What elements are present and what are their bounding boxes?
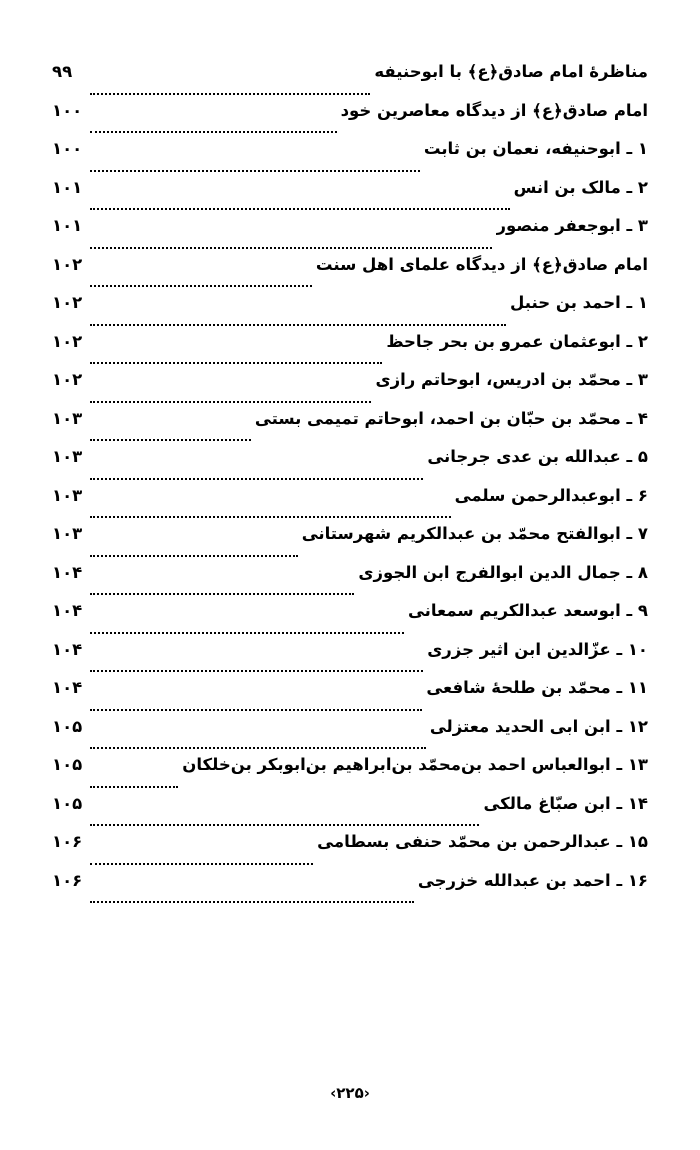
toc-entry[interactable] (52, 717, 648, 756)
dot-leader (90, 477, 423, 480)
toc-entry[interactable] (52, 832, 648, 871)
dot-leader (90, 900, 414, 903)
toc-entry[interactable] (52, 871, 648, 910)
toc-entry[interactable] (52, 101, 648, 140)
dot-leader (90, 669, 423, 672)
toc-entry-page-number: ۱۰۶ (52, 870, 83, 890)
toc-entry-page-number: ۱۰۳ (52, 485, 83, 505)
toc-entry-title: ۵ ـ عبدالله بن عدی جرجانی (427, 447, 648, 466)
toc-entry-title: ۷ ـ ابوالفتح محمّد بن عبدالکریم شهرستانی (301, 524, 648, 543)
toc-entry-page-number: ۱۰۴ (52, 678, 83, 697)
toc-entry-page-number: ۱۰۱ (52, 216, 83, 235)
toc-entry-page-number: ۱۰۵ (52, 793, 83, 813)
toc-entry-page-number: ۱۰۲ (52, 331, 83, 351)
dot-leader (90, 92, 370, 95)
toc-entry[interactable] (52, 486, 648, 525)
toc-entry-page-number: ۱۰۴ (52, 562, 83, 582)
dot-leader (90, 207, 510, 210)
dot-leader (90, 246, 492, 249)
dot-leader (90, 438, 251, 441)
dot-leader (90, 554, 298, 557)
toc-entry-title: ۱۰ ـ عزّالدین ابن اثیر جزری (427, 639, 648, 659)
dot-leader (90, 746, 426, 749)
toc-entry-page-number: ۱۰۲ (52, 254, 83, 274)
toc-entry-title: ۲ ـ ابوعثمان عمرو بن بحر جاحظ (386, 331, 648, 351)
dot-leader (90, 130, 337, 133)
toc-entry-page-number: ۱۰۴ (52, 639, 83, 659)
toc-entry[interactable] (52, 293, 648, 332)
dot-leader (90, 631, 404, 634)
toc-entry-title: ۶ ـ ابوعبدالرحمن سلمی (454, 485, 648, 505)
dot-leader (90, 323, 506, 326)
toc-entry-title: امام صادق﴿ع﴾ از دیدگاه علمای اهل سنت (315, 254, 648, 274)
toc-entry[interactable] (52, 370, 648, 409)
toc-entry[interactable] (52, 794, 648, 833)
toc-entry[interactable] (52, 409, 648, 448)
toc-entry-title: ۱۶ ـ احمد بن عبدالله خزرجی (417, 870, 648, 890)
toc-entry-page-number: ۱۰۶ (52, 832, 83, 851)
toc-entry[interactable] (52, 332, 648, 371)
toc-entry-title: مناظرهٔ امام صادق﴿ع﴾ با ابوحنیفه (374, 62, 648, 81)
toc-entry-title: ۳ ـ محمّد بن ادریس، ابوحاتم رازی (375, 370, 648, 389)
toc-entry-page-number: ۱۰۰ (52, 139, 83, 158)
dot-leader (90, 708, 422, 711)
toc-entry-page-number: ۱۰۳ (52, 408, 83, 428)
toc-entry-title: ۱ ـ احمد بن حنبل (510, 293, 648, 312)
toc-entry-title: ۱۵ ـ عبدالرحمن بن محمّد حنفی بسطامی (317, 832, 648, 851)
page-number: ‹۲۲۵› (330, 1084, 370, 1102)
toc-entry[interactable] (52, 62, 648, 101)
toc-entry-title: ۱ ـ ابوحنیفه، نعمان بن ثابت (423, 139, 648, 158)
toc-entry-title: ۸ ـ جمال الدین ابوالفرج ابن الجوزی (358, 562, 648, 582)
toc-entry-title: ۱۴ ـ ابن صبّاغ مالکی (483, 793, 648, 813)
toc-entry-title: ۱۱ ـ محمّد بن طلحهٔ شافعی (426, 678, 648, 697)
toc-entry-page-number: ۱۰۲ (52, 370, 83, 389)
toc-entry[interactable] (52, 601, 648, 640)
dot-leader (90, 592, 354, 595)
toc-entry-title: ۲ ـ مالک بن انس (513, 177, 648, 197)
toc-entry-page-number: ۱۰۵ (52, 755, 83, 774)
toc-entry[interactable] (52, 678, 648, 717)
toc-entry[interactable] (52, 563, 648, 602)
toc-entry-title: ۹ ـ ابوسعد عبدالکریم سمعانی (407, 601, 648, 620)
toc-entry[interactable] (52, 216, 648, 255)
toc-entry-title: ۴ ـ محمّد بن حبّان بن احمد، ابوحاتم تمیمی بستی (254, 408, 648, 428)
toc-entry[interactable] (52, 640, 648, 679)
dot-leader (90, 361, 382, 364)
toc-entry-page-number: ۱۰۰ (52, 100, 83, 120)
toc-entry-title: امام صادق﴿ع﴾ از دیدگاه معاصرین خود (340, 100, 648, 120)
toc-entry[interactable] (52, 255, 648, 294)
toc-entry-page-number: ۹۹ (52, 62, 73, 81)
dot-leader (90, 823, 479, 826)
toc-list (52, 62, 648, 909)
toc-entry-page-number: ۱۰۲ (52, 293, 83, 312)
toc-entry-page-number: ۱۰۵ (52, 716, 83, 736)
toc-entry[interactable] (52, 447, 648, 486)
dot-leader (90, 862, 313, 865)
toc-entry[interactable] (52, 178, 648, 217)
toc-entry[interactable] (52, 139, 648, 178)
toc-entry[interactable] (52, 755, 648, 794)
dot-leader (90, 785, 178, 788)
dot-leader (90, 515, 451, 518)
toc-entry-title: ۳ ـ ابوجعفر منصور (496, 216, 648, 235)
toc-entry-page-number: ۱۰۳ (52, 524, 83, 543)
dot-leader (90, 169, 420, 172)
toc-entry-title: ۱۲ ـ ابن ابی الحدید معتزلی (429, 716, 648, 736)
toc-entry[interactable] (52, 524, 648, 563)
toc-entry-title: ۱۳ ـ ابوالعباس احمد بن‌محمّد بن‌ابراهیم بن‌ابوبکر بن‌خلکان (182, 755, 648, 774)
dot-leader (90, 284, 312, 287)
toc-entry-page-number: ۱۰۱ (52, 177, 83, 197)
toc-entry-page-number: ۱۰۴ (52, 601, 83, 620)
toc-entry-page-number: ۱۰۳ (52, 447, 83, 466)
dot-leader (90, 400, 371, 403)
